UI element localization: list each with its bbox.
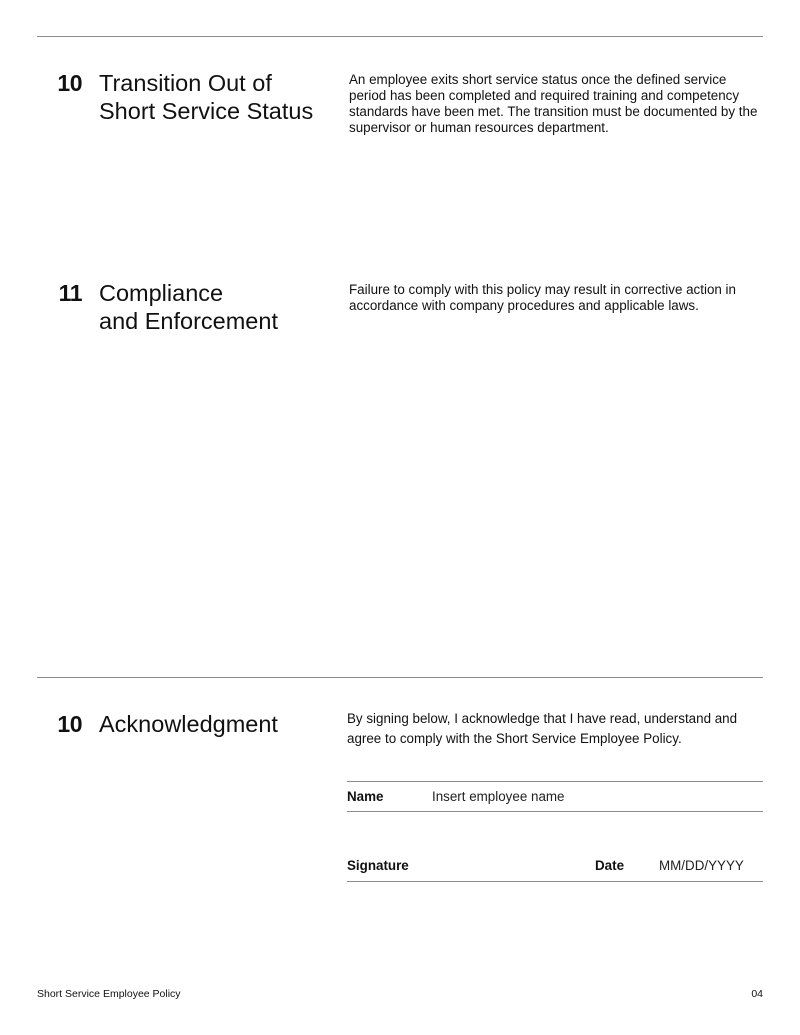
section-title (99, 279, 334, 335)
section-number: 11 (58, 280, 82, 306)
section-title-line: Compliance (99, 280, 224, 306)
section-body: An employee exits short service status once the defined service period has been completed and required training and competency standards have been met. The transition must be documented by the supervisor or human resources department. (349, 72, 758, 135)
section-title-line: and Enforcement (99, 308, 278, 334)
footer-document-title: Short Service Employee Policy (37, 988, 181, 1000)
acknowledgment-body: By signing below, I acknowledge that I have read, understand and agree to comply with the Short Service Employee Policy. (347, 711, 738, 746)
name-row-bottom-line (347, 811, 763, 812)
name-field[interactable]: Insert employee name (432, 789, 565, 804)
footer-page-number: 04 (751, 988, 763, 1000)
section-title-line: Transition Out of (99, 70, 272, 96)
section-title (99, 69, 334, 125)
date-field[interactable]: MM/DD/YYYY (659, 858, 744, 873)
acknowledgment-divider (37, 677, 763, 678)
name-label: Name (347, 789, 384, 804)
top-divider (37, 36, 763, 37)
section-body: Failure to comply with this policy may result in corrective action in accordance with company procedures and applicable laws. (349, 282, 736, 313)
section-title-line: Acknowledgment (99, 711, 278, 737)
section-number: 10 (57, 711, 82, 737)
section-number: 10 (57, 70, 82, 96)
signature-label: Signature (347, 858, 409, 873)
signature-line[interactable] (347, 881, 763, 882)
section-title-line: Short Service Status (99, 98, 314, 124)
name-row-top-line (347, 781, 763, 782)
section-title (99, 710, 334, 738)
date-label: Date (595, 858, 625, 873)
